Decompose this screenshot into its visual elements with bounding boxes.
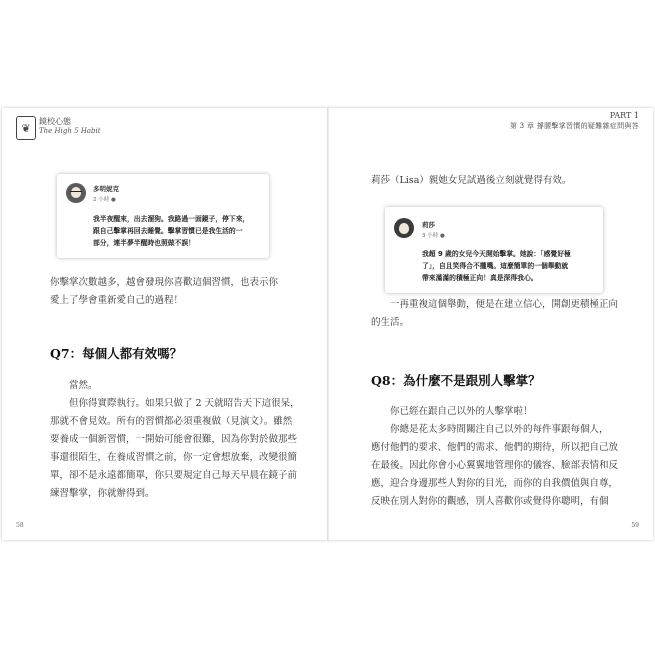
book-logo-icon: ❦ <box>16 116 36 140</box>
post-text: 我半夜醒來，出去溜狗。我路過一面鏡子，停下來， 跟自己擊掌再回去睡覺。擊掌習慣已是我生活的一 部分，連半夢半醒時也照做不誤！ <box>93 215 250 247</box>
paragraph: 莉莎（Lisa）親她女兒試過後立刻就覺得有效。 <box>371 175 572 186</box>
social-post-card <box>385 207 603 293</box>
section-heading: Q7：每個人都有效嗎？ <box>50 346 183 361</box>
page-number: 59 <box>631 522 639 529</box>
post-time: 3 小時 ● <box>422 233 445 239</box>
book-spread <box>2 108 653 540</box>
avatar <box>66 183 86 203</box>
paragraph: 你已經在跟自己以外的人擊掌啦！ 你總是花太多時間關注自己以外的每件事跟每個人， 應付他們的要求、他們的需求、他們的期待，所以把自己放 在最後。因此你會小心翼翼地管理你的儀容、臉部表情和反 應，迎合身邊那些人對你的目光，而你的自我價值與自尊， 反映在別人對你的觀感，別人喜歡你或覺得你聰明，有個 <box>371 406 619 507</box>
section-heading: Q8：為什麼不是跟別人擊掌？ <box>371 373 541 388</box>
book-subtitle: The High 5 Habit <box>39 127 101 135</box>
book-title: 鏡校心態 <box>39 117 71 126</box>
chapter-label: 第 3 章 撐腰擊掌習慣的疑難雜症問與答 <box>509 122 639 130</box>
avatar <box>394 218 414 238</box>
part-label: PART 1 <box>609 111 639 120</box>
post-author: 莉莎 <box>422 221 435 229</box>
paragraph: 一再重複這個舉動，便是在建立信心，開創更積極正向 的生活。 <box>371 299 619 328</box>
left-page <box>2 108 327 540</box>
post-time: 2 小時 ● <box>93 197 116 203</box>
page-number: 58 <box>16 522 24 529</box>
paragraph: 你擊掌次數越多，越會發現你喜歡這個習慣，也表示你 愛上了學會重新愛自己的過程！ <box>50 277 279 306</box>
paragraph: 當然。 但你得實際執行。如果只做了 2 天就昭告天下這很呆， 那就不會見效。所有的習慣都必須重複做（見演文）。雖然 要養成一個新習慣，一開始可能會很難，因為你對於做那些 事還很陌生，在養成習慣之前，你一定會想放棄，改變很簡 單，卻不是永遠都簡單，你只要規定自己每天早晨在鏡子前 練習擊掌，你就辦得到。 <box>50 380 300 499</box>
right-page <box>329 108 653 540</box>
post-author: 多明妮克 <box>93 185 119 193</box>
social-post-card <box>57 174 269 258</box>
post-text: 我超 9 歲的女兒今天開始擊掌。她說：「感覺好極 了」，自且笑得合不攏嘴。這麼簡單的一個舉動就 帶來滿滿的積極正向！真是深得我心。 <box>422 250 571 282</box>
